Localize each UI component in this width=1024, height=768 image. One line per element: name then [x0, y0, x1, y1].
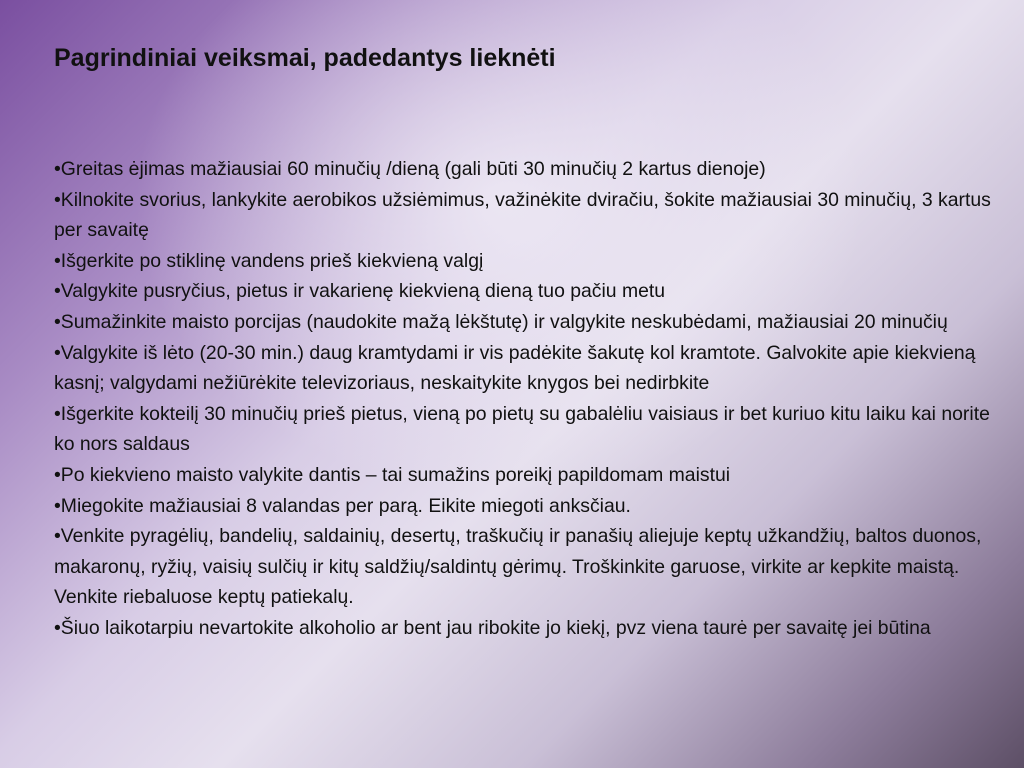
- bullet-item-4: •Valgykite pusryčius, pietus ir vakarienę kiekvieną dieną tuo pačiu metu: [54, 280, 666, 303]
- bullet-item-6: •Valgykite iš lėto (20-30 min.) daug kramtydami ir vis padėkite šakutę kol kramtote. Galvokite apie kiekvieną kasnį; valgydami nežiūrėkite televizoriaus, neskaitykite knygos bei nedirbkite: [54, 341, 976, 395]
- bullet-item-2: •Kilnokite svorius, lankykite aerobikos užsiėmimus, važinėkite dviračiu, šokite mažiausiai 30 minučių, 3 kartus per savaitę: [54, 188, 991, 242]
- bullet-item-10: •Venkite pyragėlių, bandelių, saldainių, desertų, traškučių ir panašių aliejuje keptų užkandžių, baltos duonos, makaronų, ryžių, vaisių sulčių ir kitų saldžių/saldintų gėrimų. Troškinkite garuose, virkite ar kepkite maistą. Venkite riebaluose keptų patiekalų.: [54, 525, 982, 609]
- bullet-item-7: •Išgerkite kokteilį 30 minučių prieš pietus, vieną po pietų su gabalėliu vaisiaus ir bet kuriuo kitu laiku kai norite ko nors saldaus: [54, 402, 990, 456]
- bullet-list: [54, 154, 1004, 644]
- bullet-item-1: •Greitas ėjimas mažiausiai 60 minučių /dieną (gali būti 30 minučių 2 kartus dienoje): [54, 158, 766, 180]
- bullet-item-3: •Išgerkite po stiklinę vandens prieš kiekvieną valgį: [54, 249, 484, 272]
- bullet-item-11: •Šiuo laikotarpiu nevartokite alkoholio ar bent jau ribokite jo kiekį, pvz viena taurė per savaitę jei būtina: [54, 616, 931, 639]
- bullet-item-8: •Po kiekvieno maisto valykite dantis – tai sumažins poreikį papildomam maistui: [54, 463, 731, 486]
- bullet-item-9: •Miegokite mažiausiai 8 valandas per parą. Eikite miegoti anksčiau.: [54, 494, 631, 517]
- bullet-item-5: •Sumažinkite maisto porcijas (naudokite mažą lėkštutę) ir valgykite neskubėdami, mažiausiai 20 minučių: [54, 310, 948, 333]
- slide-title: Pagrindiniai veiksmai, padedantys lieknėti: [54, 44, 556, 72]
